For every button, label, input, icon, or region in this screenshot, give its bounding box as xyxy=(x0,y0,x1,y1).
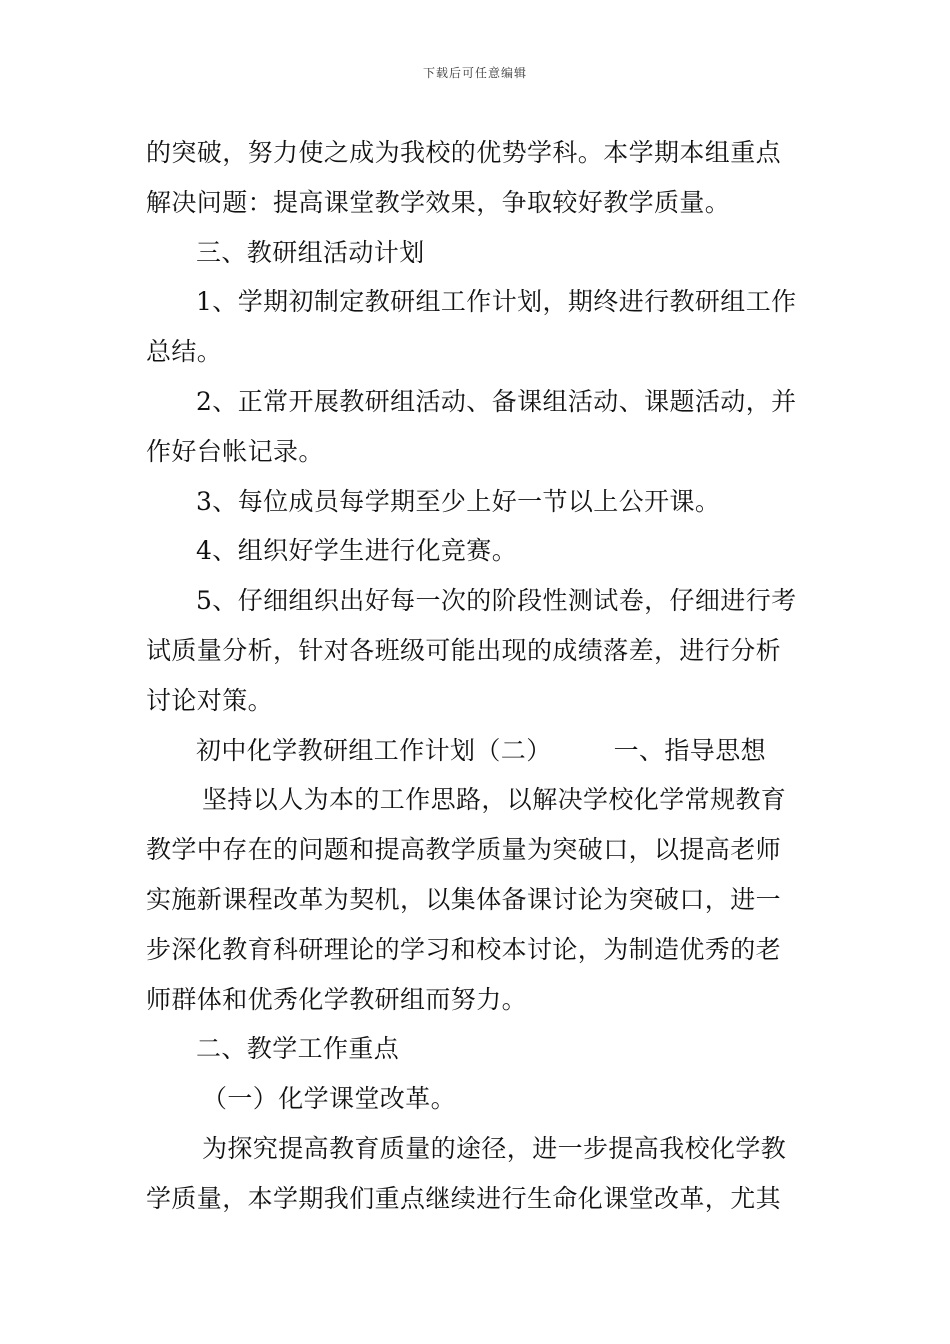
text-line: 解决问题：提高课堂教学效果，争取较好教学质量。 xyxy=(146,187,731,217)
text-line: 总结。 xyxy=(146,337,223,367)
list-item: 5、仔细组织出好每一次的阶段性测试卷，仔细进行考 xyxy=(196,586,797,616)
paragraph-start: 坚持以人为本的工作思路，以解决学校化学常规教育 xyxy=(202,785,787,815)
page-header: 下载后可任意编辑 xyxy=(422,66,527,80)
document-subtitle: 初中化学教研组工作计划（二） xyxy=(196,735,552,765)
section-heading: 三、教研组活动计划 xyxy=(196,237,425,267)
list-item: 1、学期初制定教研组工作计划，期终进行教研组工作 xyxy=(196,287,797,317)
text-line: 师群体和优秀化学教研组而努力。 xyxy=(146,984,528,1014)
title-line xyxy=(146,726,806,776)
list-item: 2、正常开展教研组活动、备课组活动、课题活动，并 xyxy=(196,386,797,416)
section-heading: 一、指导思想 xyxy=(613,735,767,765)
text-line: 试质量分析，针对各班级可能出现的成绩落差，进行分析 xyxy=(146,635,782,665)
list-item: 3、每位成员每学期至少上好一节以上公开课。 xyxy=(196,486,721,516)
text-line: 步深化教育科研理论的学习和校本讨论，为制造优秀的老 xyxy=(146,934,782,964)
text-line: 实施新课程改革为契机，以集体备课讨论为突破口，进一 xyxy=(146,884,782,914)
document-body xyxy=(146,128,806,1224)
section-heading: 二、教学工作重点 xyxy=(196,1034,400,1064)
text-line: 教学中存在的问题和提高教学质量为突破口，以提高老师 xyxy=(146,835,782,865)
list-item: 4、组织好学生进行化竞赛。 xyxy=(196,536,518,566)
text-line: 讨论对策。 xyxy=(146,685,274,715)
subsection-heading: （一）化学课堂改革。 xyxy=(202,1084,457,1114)
text-line: 学质量，本学期我们重点继续进行生命化课堂改革，尤其 xyxy=(146,1183,782,1213)
text-line: 作好台帐记录。 xyxy=(146,436,324,466)
text-line: 的突破，努力使之成为我校的优势学科。本学期本组重点 xyxy=(146,138,782,167)
paragraph-start: 为探究提高教育质量的途径，进一步提高我校化学教 xyxy=(202,1133,787,1163)
